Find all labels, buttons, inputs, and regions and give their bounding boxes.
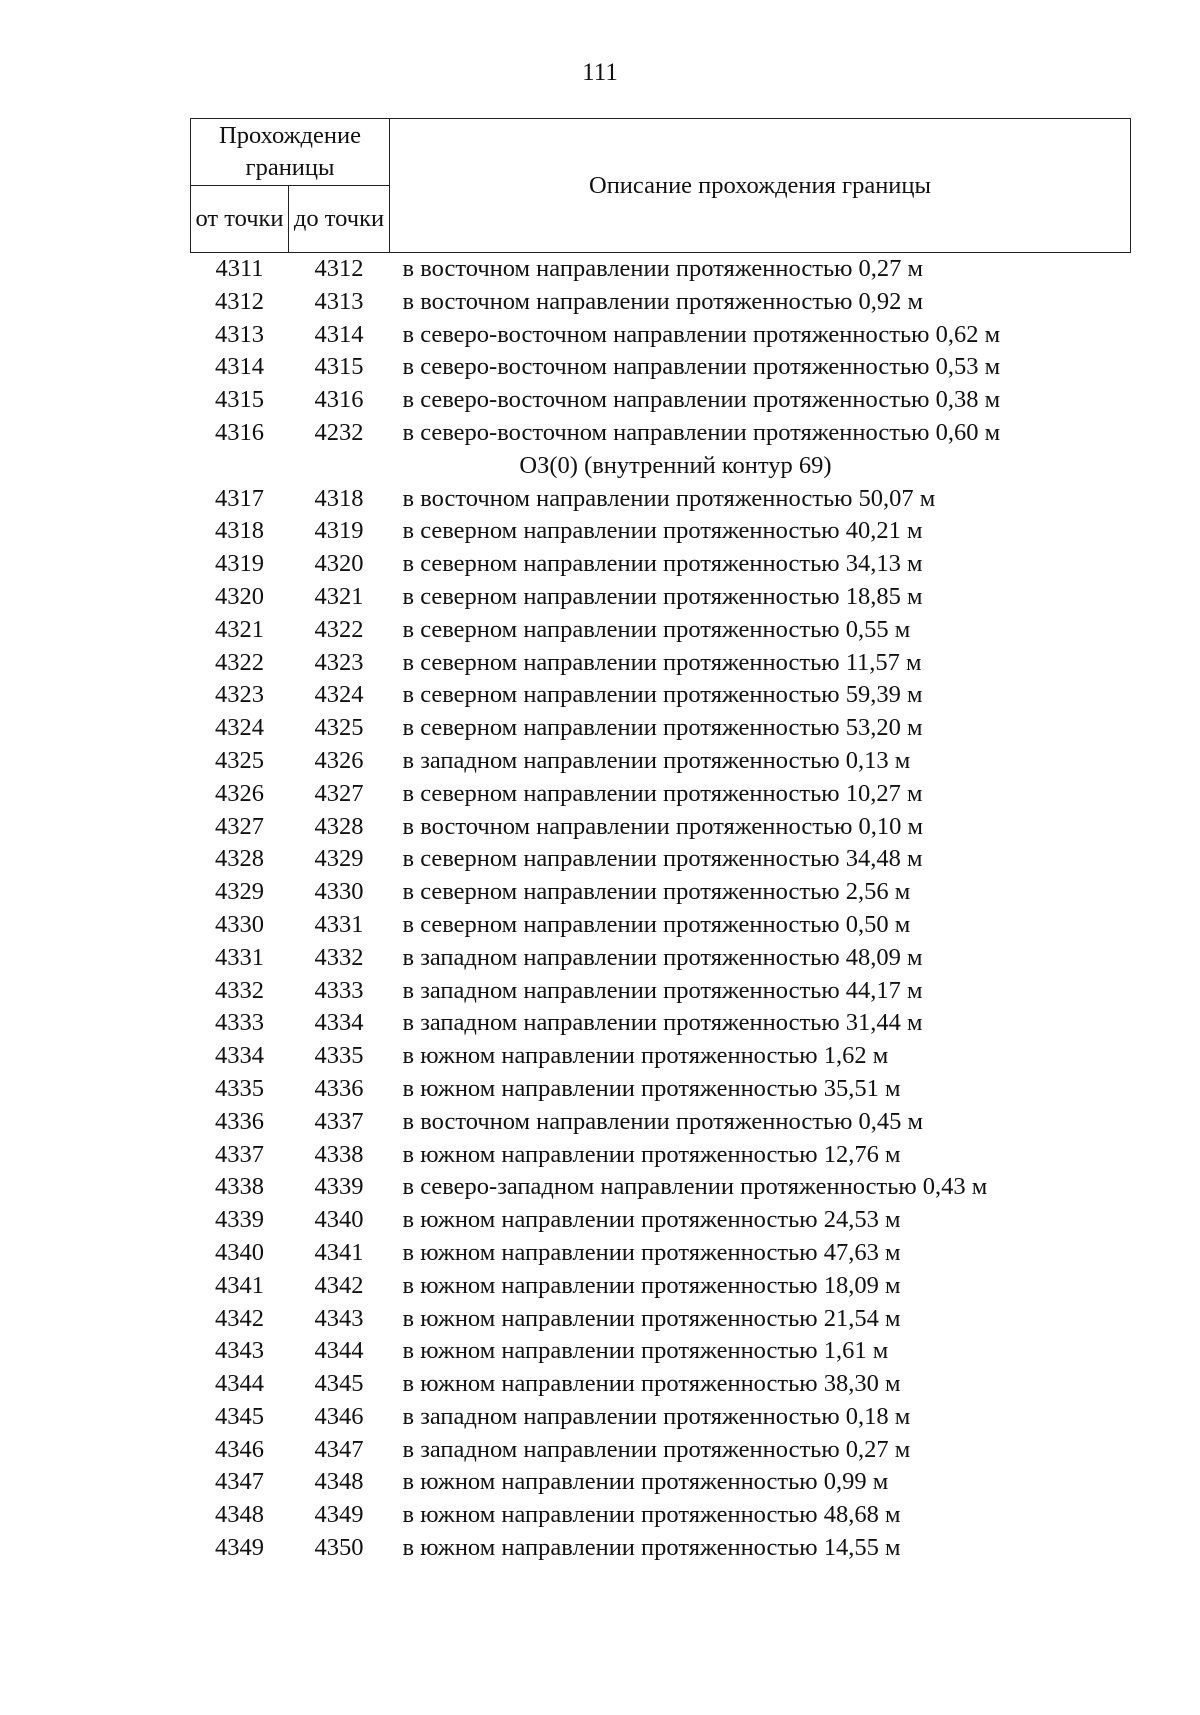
to-point-cell: 4313 bbox=[314, 287, 364, 315]
boundary-table bbox=[190, 118, 1131, 1565]
to-point-cell: 4312 bbox=[314, 255, 364, 282]
from-point-cell: 4315 bbox=[215, 386, 264, 414]
to-point-cell: 4314 bbox=[314, 320, 364, 348]
table-row bbox=[191, 1466, 1131, 1499]
description-cell: в северо-восточном направлении протяженностью 0,60 м bbox=[402, 418, 1001, 446]
to-point-cell: 4318 bbox=[314, 484, 364, 512]
to-point-cell: 4349 bbox=[314, 1501, 364, 1529]
table-row bbox=[191, 1401, 1131, 1434]
description-cell: в южном направлении протяженностью 0,99 м bbox=[402, 1468, 889, 1496]
table-row bbox=[191, 253, 1131, 286]
from-point-cell: 4320 bbox=[215, 582, 264, 610]
description-cell: в восточном направлении протяженностью 0,10 м bbox=[402, 812, 924, 840]
table-row bbox=[191, 1303, 1131, 1336]
table-row bbox=[191, 1532, 1131, 1565]
table-row bbox=[191, 1368, 1131, 1401]
description-cell: в южном направлении протяженностью 48,68 м bbox=[402, 1501, 901, 1529]
to-point-cell: 4232 bbox=[314, 418, 364, 446]
to-point-cell: 4333 bbox=[314, 976, 364, 1004]
description-cell: в западном направлении протяженностью 0,27 м bbox=[402, 1435, 911, 1463]
description-cell: в южном направлении протяженностью 35,51 м bbox=[402, 1074, 901, 1102]
description-cell: в южном направлении протяженностью 12,76 м bbox=[402, 1140, 901, 1168]
from-point-cell: 4316 bbox=[215, 418, 264, 446]
description-cell: в северном направлении протяженностью 2,56 м bbox=[402, 878, 911, 906]
to-point-cell: 4343 bbox=[314, 1304, 364, 1332]
page-number: 111 bbox=[582, 59, 618, 86]
table-row bbox=[191, 1270, 1131, 1303]
description-cell: в западном направлении протяженностью 44,17 м bbox=[402, 976, 923, 1004]
table-row bbox=[191, 351, 1131, 384]
from-point-cell: 4336 bbox=[215, 1107, 264, 1135]
table-row bbox=[191, 778, 1131, 811]
to-point-cell: 4325 bbox=[314, 714, 364, 742]
description-cell: в северном направлении протяженностью 53,20 м bbox=[402, 714, 923, 742]
description-cell: в западном направлении протяженностью 48,09 м bbox=[402, 943, 923, 971]
description-cell: в западном направлении протяженностью 0,18 м bbox=[402, 1402, 911, 1430]
to-point-cell: 4345 bbox=[314, 1370, 364, 1398]
from-point-cell: 4326 bbox=[215, 779, 264, 807]
header-to-point: до точки bbox=[289, 186, 390, 253]
table-row bbox=[191, 975, 1131, 1008]
description-cell: в северо-западном направлении протяженностью 0,43 м bbox=[402, 1173, 988, 1201]
description-cell: в восточном направлении протяженностью 50,07 м bbox=[402, 484, 936, 512]
table-row bbox=[191, 679, 1131, 712]
to-point-cell: 4340 bbox=[314, 1206, 364, 1234]
from-point-cell: 4313 bbox=[215, 320, 264, 348]
from-point-cell: 4342 bbox=[215, 1304, 264, 1332]
table-body bbox=[191, 253, 1131, 1565]
table-row bbox=[191, 1499, 1131, 1532]
boundary-table-container bbox=[190, 118, 1130, 1565]
to-point-cell: 4334 bbox=[314, 1009, 364, 1037]
table-row bbox=[191, 1204, 1131, 1237]
description-cell: в южном направлении протяженностью 18,09 м bbox=[402, 1271, 901, 1299]
from-point-cell: 4332 bbox=[215, 976, 264, 1004]
from-point-cell: 4311 bbox=[215, 255, 264, 282]
to-point-cell: 4346 bbox=[314, 1402, 364, 1430]
to-point-cell: 4350 bbox=[314, 1534, 364, 1562]
description-cell: в южном направлении протяженностью 1,61 м bbox=[402, 1337, 889, 1365]
to-point-cell: 4324 bbox=[314, 681, 364, 709]
from-point-cell: 4346 bbox=[215, 1435, 264, 1463]
table-row bbox=[191, 909, 1131, 942]
from-point-cell: 4338 bbox=[215, 1173, 264, 1201]
description-cell: в северном направлении протяженностью 0,55 м bbox=[402, 615, 911, 643]
to-point-cell: 4337 bbox=[314, 1107, 364, 1135]
to-point-cell: 4341 bbox=[314, 1238, 364, 1266]
from-point-cell: 4323 bbox=[215, 681, 264, 709]
from-point-cell: 4330 bbox=[215, 910, 264, 938]
from-point-cell: 4333 bbox=[215, 1009, 264, 1037]
table-row bbox=[191, 548, 1131, 581]
description-cell: в северном направлении протяженностью 59,39 м bbox=[402, 681, 923, 709]
description-cell: в западном направлении протяженностью 31,44 м bbox=[402, 1009, 923, 1037]
description-cell: в северном направлении протяженностью 18,85 м bbox=[402, 582, 923, 610]
description-cell: в южном направлении протяженностью 14,55 м bbox=[402, 1534, 901, 1562]
header-from-point: от точки bbox=[191, 186, 289, 253]
table-row bbox=[191, 1434, 1131, 1467]
description-cell: в восточном направлении протяженностью 0,45 м bbox=[402, 1107, 924, 1135]
to-point-cell: 4336 bbox=[314, 1074, 364, 1102]
to-point-cell: 4327 bbox=[314, 779, 364, 807]
from-point-cell: 4321 bbox=[215, 615, 264, 643]
description-cell: в северном направлении протяженностью 0,50 м bbox=[402, 910, 911, 938]
from-point-cell: 4337 bbox=[215, 1140, 264, 1168]
table-row bbox=[191, 1007, 1131, 1040]
description-cell: в восточном направлении протяженностью 0,92 м bbox=[402, 287, 924, 315]
table-row bbox=[191, 745, 1131, 778]
to-point-cell: 4339 bbox=[314, 1173, 364, 1201]
description-cell: в северном направлении протяженностью 40,21 м bbox=[402, 517, 923, 545]
to-point-cell: 4348 bbox=[314, 1468, 364, 1496]
table-row bbox=[191, 1073, 1131, 1106]
from-point-cell: 4331 bbox=[215, 943, 264, 971]
description-cell: в восточном направлении протяженностью 0,27 м bbox=[402, 255, 924, 282]
description-cell: в южном направлении протяженностью 1,62 м bbox=[402, 1042, 889, 1070]
header-boundary-passage: Прохождение границы bbox=[191, 119, 390, 186]
from-point-cell: 4344 bbox=[215, 1370, 264, 1398]
table-row bbox=[191, 581, 1131, 614]
from-point-cell: 4314 bbox=[215, 353, 264, 381]
table-row bbox=[191, 286, 1131, 319]
description-cell: в южном направлении протяженностью 47,63 м bbox=[402, 1238, 901, 1266]
to-point-cell: 4326 bbox=[314, 746, 364, 774]
description-cell: в северном направлении протяженностью 10,27 м bbox=[402, 779, 923, 807]
section-row bbox=[191, 450, 1131, 483]
table-row bbox=[191, 1171, 1131, 1204]
to-point-cell: 4328 bbox=[314, 812, 364, 840]
table-row bbox=[191, 712, 1131, 745]
from-point-cell: 4339 bbox=[215, 1206, 264, 1234]
table-row bbox=[191, 811, 1131, 844]
to-point-cell: 4321 bbox=[314, 582, 364, 610]
table-row bbox=[191, 647, 1131, 680]
description-cell: в южном направлении протяженностью 21,54 м bbox=[402, 1304, 901, 1332]
from-point-cell: 4317 bbox=[215, 484, 264, 512]
description-cell: в северном направлении протяженностью 11,57 м bbox=[402, 648, 922, 676]
from-point-cell: 4340 bbox=[215, 1238, 264, 1266]
table-row bbox=[191, 614, 1131, 647]
to-point-cell: 4315 bbox=[314, 353, 364, 381]
header-description: Описание прохождения границы bbox=[390, 119, 1131, 253]
table-row bbox=[191, 1335, 1131, 1368]
from-point-cell: 4334 bbox=[215, 1042, 264, 1070]
from-point-cell: 4347 bbox=[215, 1468, 264, 1496]
table-row bbox=[191, 1106, 1131, 1139]
from-point-cell: 4318 bbox=[215, 517, 264, 545]
to-point-cell: 4330 bbox=[314, 878, 364, 906]
from-point-cell: 4322 bbox=[215, 648, 264, 676]
description-cell: в южном направлении протяженностью 24,53 м bbox=[402, 1206, 901, 1234]
from-point-cell: 4345 bbox=[215, 1402, 264, 1430]
table-row bbox=[191, 1237, 1131, 1270]
to-point-cell: 4320 bbox=[314, 550, 364, 578]
description-cell: в южном направлении протяженностью 38,30 м bbox=[402, 1370, 901, 1398]
to-point-cell: 4342 bbox=[314, 1271, 364, 1299]
table-row bbox=[191, 319, 1131, 352]
to-point-cell: 4331 bbox=[314, 910, 364, 938]
from-point-cell: 4329 bbox=[215, 878, 264, 906]
from-point-cell: 4325 bbox=[215, 746, 264, 774]
to-point-cell: 4338 bbox=[314, 1140, 364, 1168]
from-point-cell: 4312 bbox=[215, 287, 264, 315]
section-title: ОЗ(0) (внутренний контур 69) bbox=[519, 451, 832, 479]
to-point-cell: 4347 bbox=[314, 1435, 364, 1463]
description-cell: в северо-восточном направлении протяженностью 0,38 м bbox=[402, 386, 1001, 414]
table-row bbox=[191, 1139, 1131, 1172]
table-row bbox=[191, 417, 1131, 450]
from-point-cell: 4349 bbox=[215, 1534, 264, 1562]
description-cell: в северном направлении протяженностью 34,13 м bbox=[402, 550, 923, 578]
to-point-cell: 4323 bbox=[314, 648, 364, 676]
from-point-cell: 4343 bbox=[215, 1337, 264, 1365]
to-point-cell: 4335 bbox=[314, 1042, 364, 1070]
table-row bbox=[191, 1040, 1131, 1073]
table-row bbox=[191, 942, 1131, 975]
from-point-cell: 4335 bbox=[215, 1074, 264, 1102]
description-cell: в северо-восточном направлении протяженностью 0,53 м bbox=[402, 353, 1001, 381]
from-point-cell: 4319 bbox=[215, 550, 264, 578]
from-point-cell: 4341 bbox=[215, 1271, 264, 1299]
table-row bbox=[191, 483, 1131, 516]
from-point-cell: 4328 bbox=[215, 845, 264, 873]
table-header bbox=[191, 119, 1131, 253]
description-cell: в северном направлении протяженностью 34,48 м bbox=[402, 845, 923, 873]
table-row bbox=[191, 515, 1131, 548]
to-point-cell: 4322 bbox=[314, 615, 364, 643]
to-point-cell: 4319 bbox=[314, 517, 364, 545]
table-row bbox=[191, 384, 1131, 417]
table-row bbox=[191, 843, 1131, 876]
from-point-cell: 4348 bbox=[215, 1501, 264, 1529]
description-cell: в северо-восточном направлении протяженностью 0,62 м bbox=[402, 320, 1001, 348]
to-point-cell: 4316 bbox=[314, 386, 364, 414]
from-point-cell: 4327 bbox=[215, 812, 264, 840]
table-row bbox=[191, 876, 1131, 909]
to-point-cell: 4329 bbox=[314, 845, 364, 873]
description-cell: в западном направлении протяженностью 0,13 м bbox=[402, 746, 911, 774]
to-point-cell: 4344 bbox=[314, 1337, 364, 1365]
from-point-cell: 4324 bbox=[215, 714, 264, 742]
to-point-cell: 4332 bbox=[314, 943, 364, 971]
